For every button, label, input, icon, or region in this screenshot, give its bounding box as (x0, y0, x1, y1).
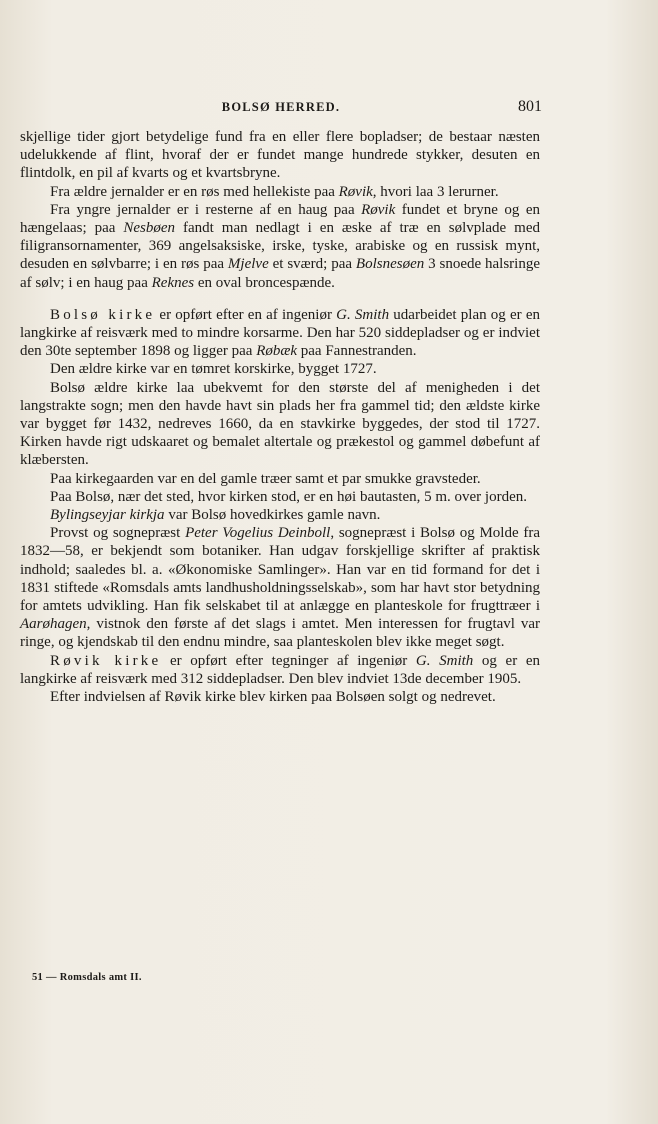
church-name-spaced: Røvik kirke (50, 652, 162, 669)
text-run: Provst og sognepræst (50, 525, 186, 542)
paragraph-bolso-church (20, 306, 540, 361)
paragraph-deinboll (20, 524, 540, 651)
place-name: Røvik (361, 201, 396, 218)
place-name: Nesbøen (123, 220, 176, 237)
person-name: G. Smith (336, 306, 390, 323)
place-name: Mjelve (227, 256, 269, 273)
text-run: Fra ældre jernalder er en røs med hellekiste paa (50, 183, 339, 200)
place-name: Reknes (151, 274, 195, 291)
signature-mark: 51 — Romsdals amt II. (32, 972, 142, 983)
page-number: 801 (518, 98, 542, 115)
text-run: fandt man nedlagt i en æske af træ en sølvplade med filigransornamenter, 369 angelsaksiske, irske, tyske, arabiske og en russisk mynt, desuden en sølvbarre; i en røs paa (20, 220, 540, 273)
text-run: fundet et bryne og en hængelaas; paa (20, 201, 540, 237)
paragraph-older-iron-age (20, 183, 540, 201)
place-name: Bolsnesøen (355, 256, 425, 273)
text-run: , hvori laa 3 lerurner. (372, 183, 499, 200)
paragraph-old-name (20, 506, 540, 524)
paragraph-bautasten: Paa Bolsø, nær det sted, hvor kirken stod, er en høi bautasten, 5 m. over jorden. (50, 488, 527, 505)
old-norse-name: Bylingseyjar kirkja (50, 507, 165, 524)
text-run: , sognepræst i Bolsø og Molde fra 1832—58, er bekjendt som botaniker. Han udgav forskjellige skrifter af praktisk indhold; saaledes bl. a. «Økonomiske Samlinger». Han var en tid formand for det i 1831 stiftede «Romsdals amts landhusholdningsselskab», som har havt stor betydning for amtets udvikling. Han fik selskabet til at anlægge en planteskole for frugttræer i (20, 525, 540, 615)
place-name: Aarøhagen (20, 616, 87, 633)
text-run: , vistnok den første af det slags i amtet. Men interessen for frugtavl var ringe, og kjendskab til den endnu mindre, saa planteskolen blev ikke meget søgt. (20, 616, 540, 651)
text-run: et sværd; paa (268, 256, 356, 273)
text-run: en oval broncespænde. (194, 274, 335, 291)
text-run: 3 snoede halsringe af sølv; i en haug paa (20, 256, 541, 291)
place-name: Røvik (338, 183, 373, 200)
running-title: BOLSØ HERRED. (221, 100, 341, 114)
person-name: Peter Vogelius Deinboll (185, 525, 331, 542)
text-run: paa Fannestranden. (297, 343, 417, 360)
paragraph-churchyard: Paa kirkegaarden var en del gamle træer samt et par smukke gravsteder. (50, 470, 481, 487)
text-run: Fra yngre jernalder er i resterne af en haug paa (50, 201, 362, 218)
text-run: er opført efter en af ingeniør (155, 306, 337, 323)
running-header (20, 100, 542, 122)
church-name-spaced: Bolsø kirke (50, 306, 156, 323)
paragraph-old-church-history: Bolsø ældre kirke laa ubekvemt for den største del af menigheden i det langstrakte sogn; men den havde havt sin plads her fra gammel tid; den ældste kirke var bygget før 1432, nedreves 1660, da en stavkirke byggedes, der stod til 1727. Kirken havde rigt udskaaret og bemalet altertale og prækestol og gammel døbefunt af klæbersten. (20, 379, 540, 469)
paragraph-rovik-church (20, 652, 540, 688)
paragraph-stone-age: skjellige tider gjort betydelige fund fra en eller flere bopladser; de bestaar næsten udelukkende af flint, hvoraf der er fundet mange hundrede stykker, desuten en flintdolk, en pil af kvarts og et kvartsbryne. (20, 129, 540, 182)
paragraph-older-church: Den ældre kirke var en tømret korskirke, bygget 1727. (50, 361, 377, 378)
body-text (20, 128, 540, 706)
place-name: Røbæk (256, 343, 298, 360)
text-run: er opført efter tegninger af ingeniør (161, 652, 416, 669)
text-run: var Bolsø hovedkirkes gamle navn. (164, 507, 381, 524)
paragraph-younger-iron-age (20, 201, 540, 292)
paragraph-demolished: Efter indvielsen af Røvik kirke blev kirken paa Bolsøen solgt og nedrevet. (50, 689, 496, 706)
text-run: og er en langkirke af reisværk med 312 siddepladser. Den blev indviet 13de december 1905. (20, 652, 541, 687)
person-name: G. Smith (415, 652, 474, 669)
text-run: udarbeidet plan og er en langkirke af reisværk med to mindre korsarme. Den har 520 siddepladser og er indviet den 30te september 1898 og ligger paa (20, 306, 541, 360)
